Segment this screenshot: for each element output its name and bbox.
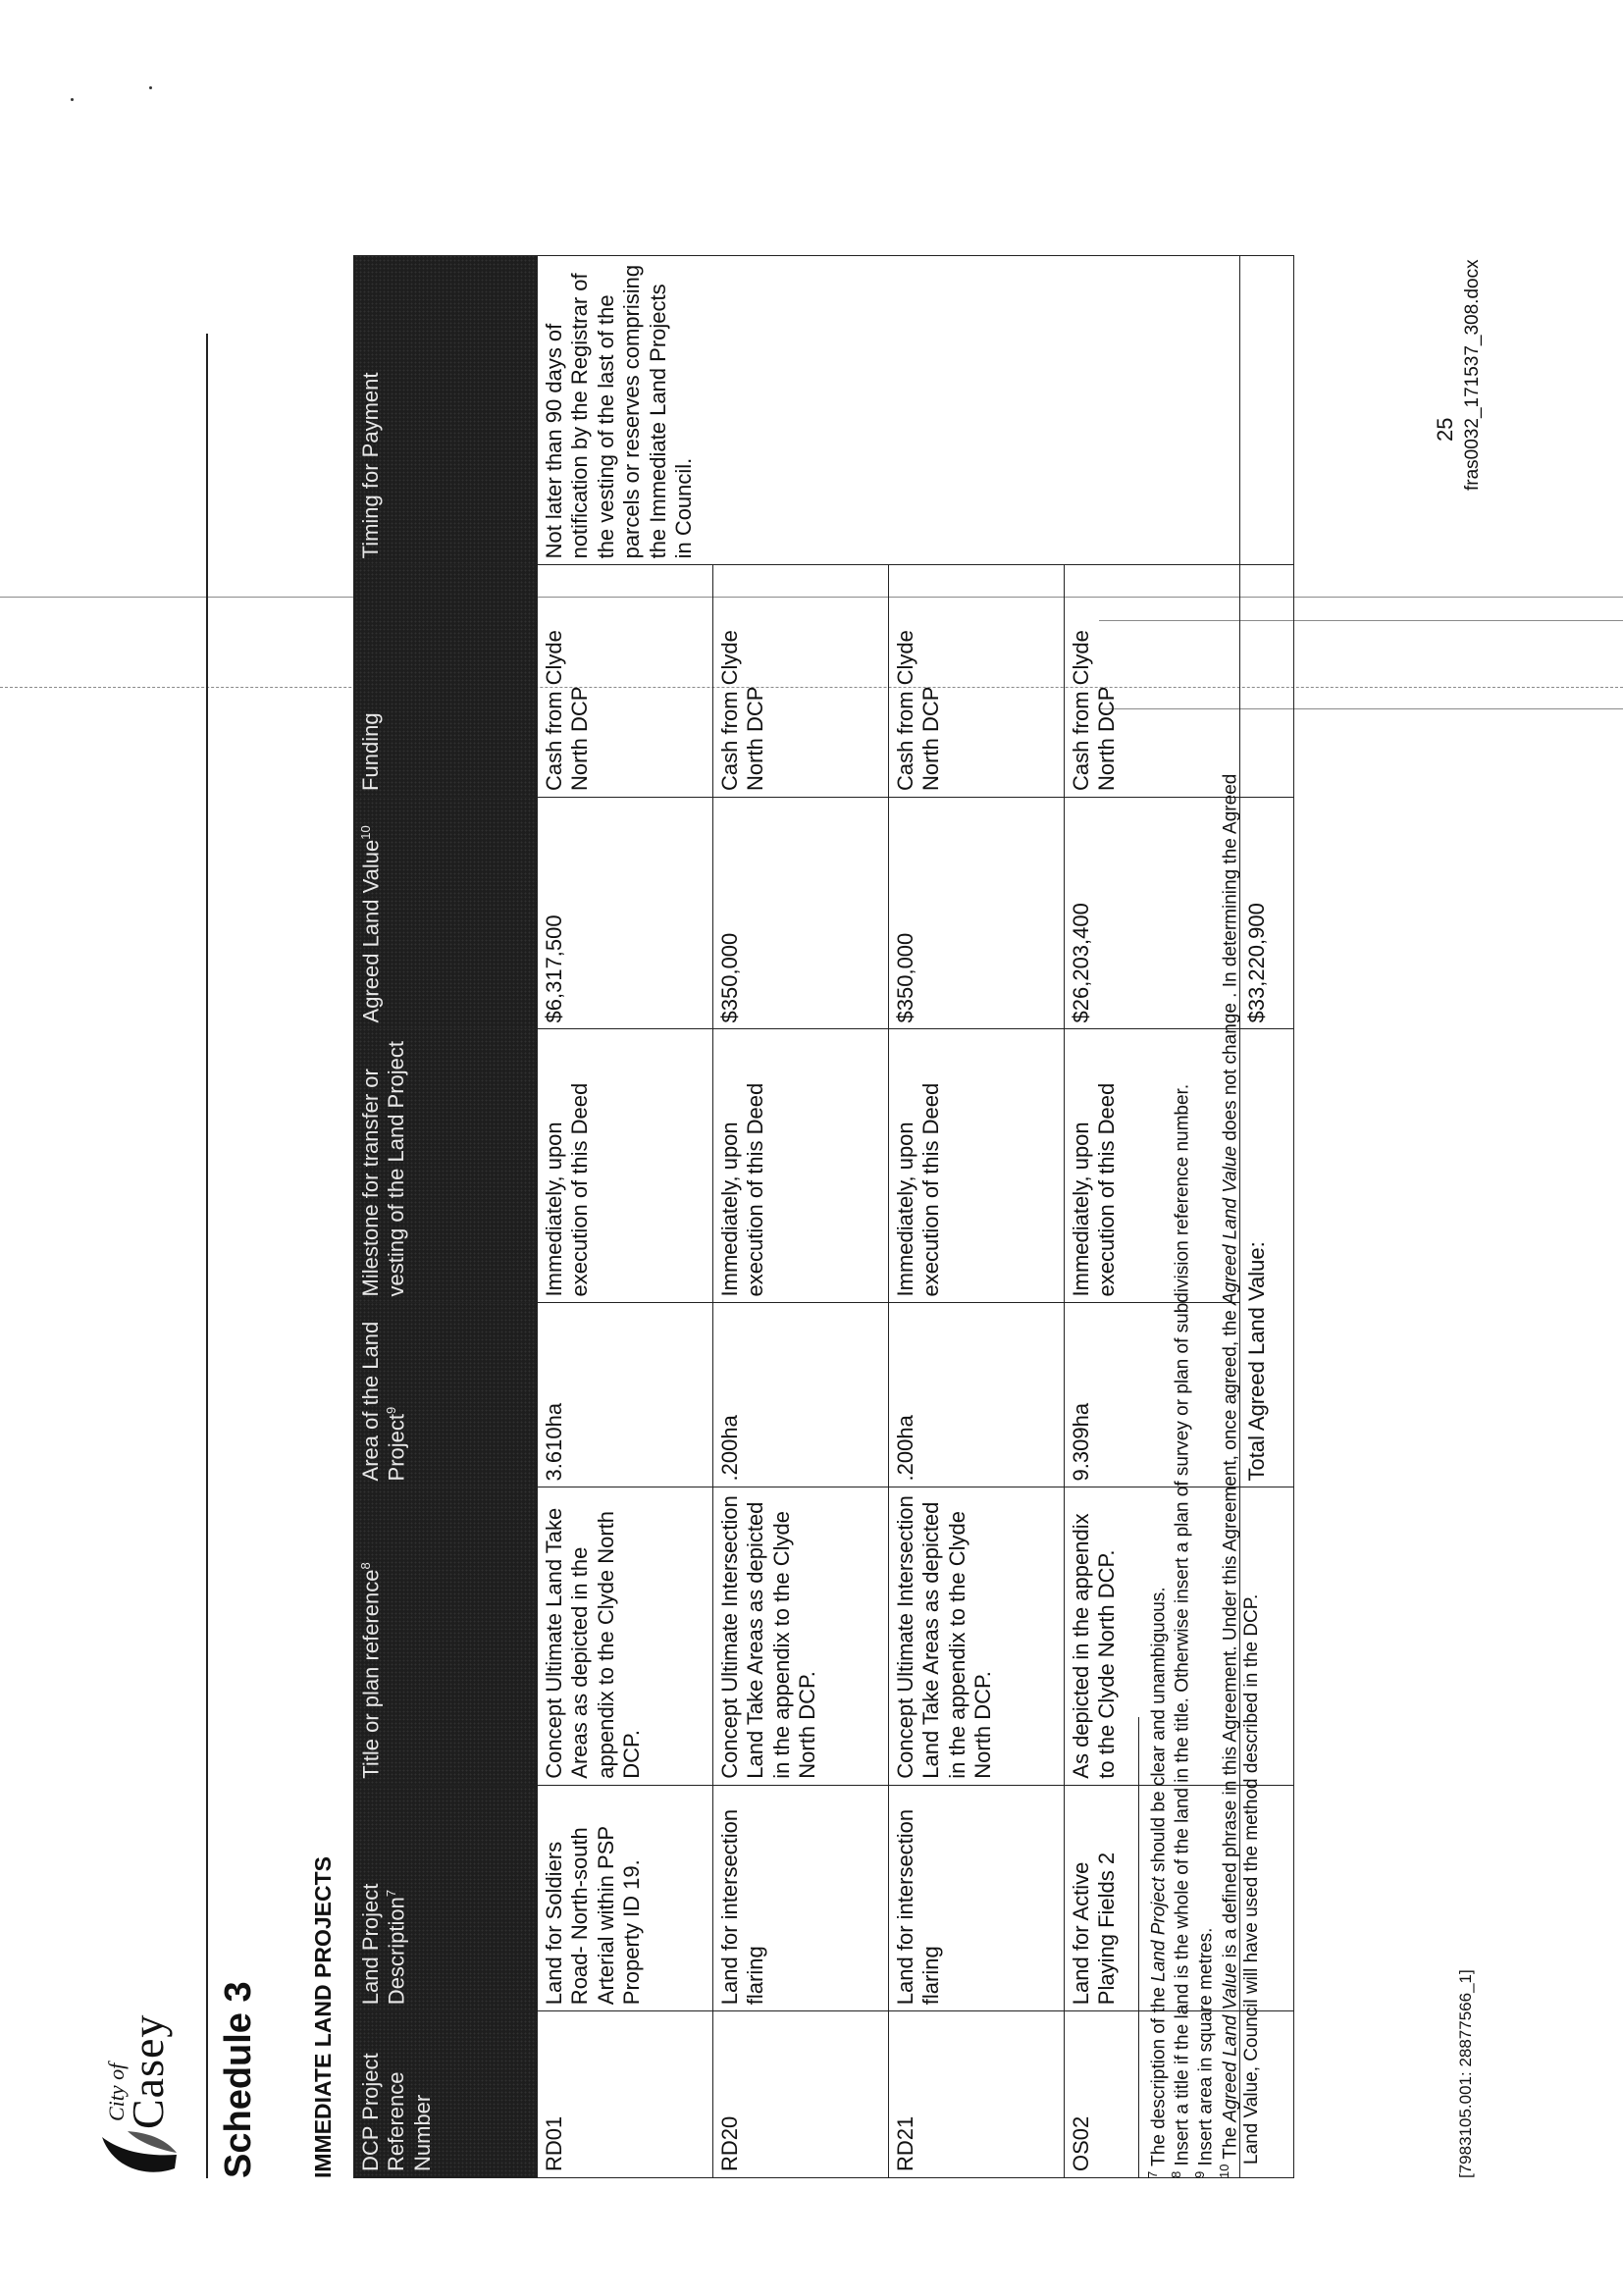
cell-description: Land for Active Playing Fields 2	[1065, 1785, 1240, 2010]
cell-ref: OS02	[1065, 2011, 1240, 2178]
table-header-row	[354, 256, 538, 2178]
cell-value: $350,000	[889, 797, 1065, 1029]
cell-title: Concept Ultimate Intersection Land Take Areas as depicted in the appendix to the Clyde North DCP.	[713, 1487, 889, 1785]
cell-title: Concept Ultimate Land Take Areas as depicted in the appendix to the Clyde North DCP.	[538, 1487, 713, 1785]
document-page	[98, 216, 1492, 2178]
column-header: Milestone for transfer or vesting of the Land Project	[354, 1029, 538, 1303]
cell-funding: Cash from Clyde North DCP	[713, 565, 889, 798]
scan-speck	[149, 86, 152, 89]
cell-funding: Cash from Clyde North DCP	[889, 565, 1065, 798]
total-value: $33,220,900	[1240, 797, 1294, 1029]
document-reference: [7983105.001: 28877566_1]	[1456, 1969, 1475, 2178]
footnote-7: $^7$ The description of the Land Project should be clear and unambiguous.	[1145, 1587, 1170, 2178]
file-reference: fras0032_171537_308.docx	[1462, 259, 1483, 491]
cell-ref: RD21	[889, 2011, 1065, 2178]
column-header: DCP Project Reference Number	[354, 2011, 538, 2178]
column-header: Agreed Land Value$^{10}$	[354, 797, 538, 1029]
column-header: Title or plan reference$^8$	[354, 1487, 538, 1785]
column-header: Land Project Description$^7$	[354, 1785, 538, 2010]
cell-milestone: Immediately, upon execution of this Deed	[538, 1029, 713, 1303]
cell-area: 9.309ha	[1065, 1303, 1240, 1487]
cell-ref: RD01	[538, 2011, 713, 2178]
cell-description: Land for intersection flaring	[713, 1785, 889, 2010]
cell-ref: RD20	[713, 2011, 889, 2178]
column-header: Timing for Payment	[354, 256, 538, 565]
footnotes	[1146, 314, 1263, 2178]
cell-milestone: Immediately, upon execution of this Deed	[889, 1029, 1065, 1303]
cell-description: Land for intersection flaring	[889, 1785, 1065, 2010]
footnote-10-continued: Land Value, Council will have used the method described in the DCP.	[1240, 1593, 1262, 2165]
cell-milestone: Immediately, upon execution of this Deed	[713, 1029, 889, 1303]
cell-funding: Cash from Clyde North DCP	[538, 565, 713, 798]
logo-casey: Casey	[123, 2013, 173, 2129]
table-row	[538, 256, 713, 2178]
cell-value: $350,000	[713, 797, 889, 1029]
cell-value: $26,203,400	[1065, 797, 1240, 1029]
city-logo	[98, 1923, 196, 2178]
cell-area: .200ha	[889, 1303, 1065, 1487]
cell-timing: Not later than 90 days of notification by the Registrar of the vesting of the last of the parcels or reserves comprising the Immediate Land Projects in Council.	[538, 256, 1240, 565]
column-header: Area of the Land Project$^9$	[354, 1303, 538, 1487]
cell-funding: Cash from Clyde North DCP	[1065, 565, 1240, 798]
leaf-icon	[98, 2129, 186, 2178]
cell-title: As depicted in the appendix to the Clyde North DCP.	[1065, 1487, 1240, 1785]
cell-area: 3.610ha	[538, 1303, 713, 1487]
header-rule	[206, 334, 208, 2178]
footnote-10: $^{10}$ The Agreed Land Value is a defined phrase in this Agreement. Under this Agreement, once agreed, the Agreed Land Value does not change . In determining the Agreed	[1216, 773, 1240, 2178]
cell-title: Concept Ultimate Intersection Land Take Areas as depicted in the appendix to the Clyde North DCP.	[889, 1487, 1065, 1785]
page-number: 25	[1433, 417, 1457, 442]
cell-area: .200ha	[713, 1303, 889, 1487]
cell-milestone: Immediately, upon execution of this Deed	[1065, 1029, 1240, 1303]
footnote-rule	[1138, 1717, 1139, 2178]
footnote-9: $^9$ Insert area in square metres.	[1192, 1927, 1217, 2178]
schedule-title: Schedule 3	[218, 1981, 259, 2178]
cell-description: Land for Soldiers Road- North-south Arterial within PSP Property ID 19.	[538, 1785, 713, 2010]
logo-city-of: City of	[104, 2062, 129, 2121]
column-header: Funding	[354, 565, 538, 798]
footnote-8: $^8$ Insert a title if the land is the whole of the land in the title. Otherwise insert a plan of survey or plan of subdivision reference number.	[1169, 1083, 1193, 2178]
scan-speck	[71, 98, 74, 101]
section-heading: IMMEDIATE LAND PROJECTS	[310, 1856, 336, 2178]
cell-value: $6,317,500	[538, 797, 713, 1029]
total-label: Total Agreed Land Value:	[1240, 1029, 1294, 1487]
